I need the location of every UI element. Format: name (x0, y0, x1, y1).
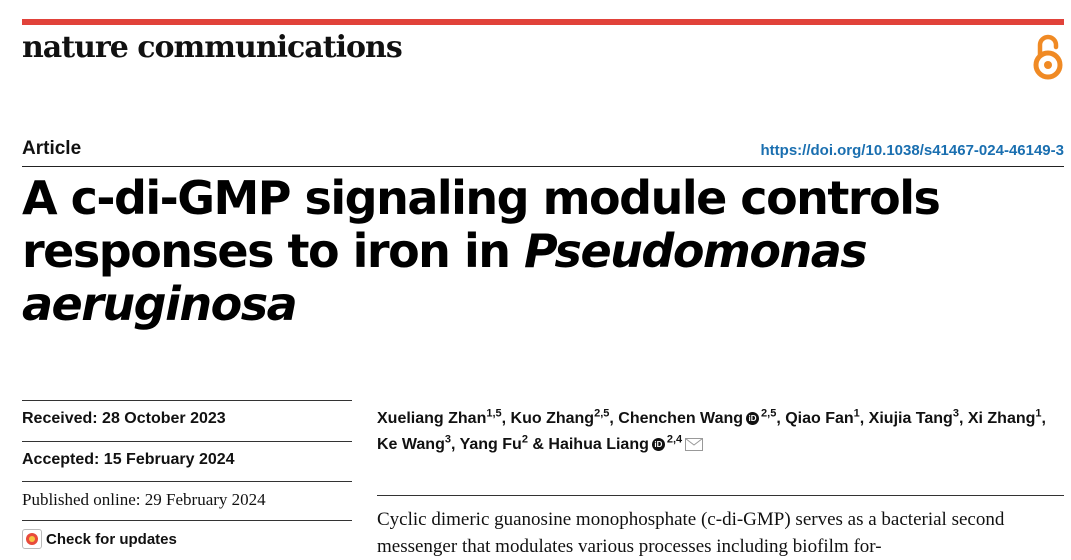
author-name[interactable]: Haihua Liang (548, 436, 649, 453)
author-name[interactable]: Kuo Zhang (510, 410, 595, 427)
divider (22, 441, 352, 442)
author-name[interactable]: Xiujia Tang (868, 410, 953, 427)
divider (22, 400, 352, 401)
title-text: A c-di-GMP signaling module controls responses to iron in (22, 171, 940, 278)
divider (22, 481, 352, 482)
author-affiliation: 1 (1035, 407, 1042, 420)
article-type-label: Article (22, 138, 82, 159)
author-affiliation: 2,4 (666, 433, 683, 446)
envelope-icon[interactable] (685, 438, 703, 451)
author-name[interactable]: Ke Wang (377, 436, 445, 453)
author-name[interactable]: Yang Fu (459, 436, 522, 453)
author-affiliation: 3 (444, 433, 451, 446)
author-affiliation: 3 (952, 407, 959, 420)
journal-name: nature communications (22, 30, 402, 65)
journal-accent-bar (22, 19, 1064, 25)
check-updates-icon (22, 529, 42, 549)
author-list: Xueliang Zhan$^{1,5}$, Kuo Zhang$^{2,5}$, Chenchen Wang iD $^{2,5}$, Qiao Fan$^1$, Xiujia Tang$^3$, Xi Zhang$^1$, Ke Wang$^3$, Yang Fu$^2$ & Haihua Liang iD $^{2,4}$ (377, 407, 1046, 453)
article-title (22, 172, 1062, 331)
received-date: Received: 28 October 2023 (22, 410, 226, 427)
abstract-divider (377, 495, 1064, 496)
author-affiliation: 1,5 (486, 407, 502, 420)
author-affiliation: 2,5 (761, 407, 777, 420)
author-name[interactable]: Xi Zhang (967, 410, 1036, 427)
orcid-icon[interactable]: iD (652, 438, 665, 451)
title-divider (22, 166, 1064, 167)
author-name[interactable]: Xueliang Zhan (377, 410, 487, 427)
title-species: Pseudomonas aeruginosa (22, 224, 867, 331)
published-date: Published online: 29 February 2024 (22, 490, 266, 509)
author-affiliation: 2,5 (594, 407, 610, 420)
accepted-date: Accepted: 15 February 2024 (22, 451, 235, 468)
author-name[interactable]: Chenchen Wang (618, 410, 744, 427)
orcid-icon[interactable]: iD (746, 412, 759, 425)
check-for-updates-button[interactable] (22, 529, 177, 549)
open-access-icon (1032, 33, 1064, 81)
abstract-text: Cyclic dimeric guanosine monophosphate (c-di-GMP) serves as a bacterial second messenger that modulates various processes including biofilm for- (377, 509, 1005, 557)
check-for-updates-label: Check for updates (46, 530, 177, 548)
divider (22, 520, 352, 521)
author-affiliation: 1 (853, 407, 860, 420)
author-name[interactable]: Qiao Fan (785, 410, 854, 427)
doi-link[interactable]: https://doi.org/10.1038/s41467-024-46149-3 (760, 142, 1064, 159)
author-affiliation: 2 (521, 433, 528, 446)
